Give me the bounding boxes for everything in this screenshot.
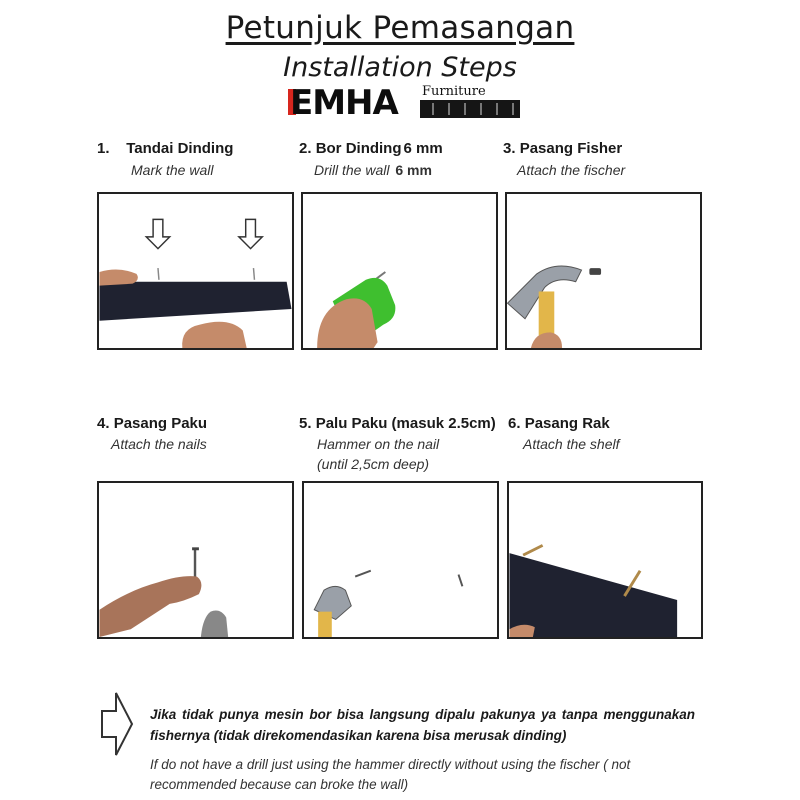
- step-6-title: 6. Pasang Rak: [508, 415, 610, 432]
- nail: [458, 575, 462, 587]
- hand: [317, 298, 377, 348]
- shelf-illustration: [509, 483, 701, 637]
- step-4-panel: [97, 481, 294, 639]
- step-2-title-note: 6 mm: [403, 140, 443, 157]
- hand: [182, 322, 247, 348]
- down-arrow-icon: [146, 219, 169, 248]
- page-title: Petunjuk Pemasangan: [225, 10, 575, 46]
- step-6-panel: [507, 481, 703, 639]
- note-english: If do not have a drill just using the hammer directly without using the fischer ( not recommended because can broke the wall): [150, 757, 631, 792]
- step-3-title: 3. Pasang Fisher: [503, 140, 623, 157]
- step-1-title: 1. Tandai Dinding: [97, 140, 234, 157]
- hammer-illustration: [304, 483, 497, 637]
- step-3-panel: [505, 192, 702, 350]
- step-2-panel: [301, 192, 498, 350]
- note-indonesian: Jika tidak punya mesin bor bisa langsung dipalu pakunya ya tanpa menggunakan fishernya (tidak direkomendasikan karena bisa merusak dinding): [150, 707, 695, 743]
- step-6-subtitle: Attach the shelf: [523, 436, 620, 452]
- nail-illustration: [99, 483, 292, 637]
- shelf-board: [509, 553, 677, 637]
- down-arrow-icon: [239, 219, 262, 248]
- nail: [523, 545, 542, 555]
- step-1-panel: [97, 192, 294, 350]
- step-5-subtitle: Hammer on the nail: [317, 436, 440, 452]
- page-subtitle: Installation Steps: [283, 52, 517, 83]
- right-arrow-icon: [100, 689, 134, 759]
- hand: [99, 269, 137, 285]
- fischer-plug: [589, 268, 601, 275]
- step-5-subtitle-2: (until 2,5cm deep): [317, 456, 430, 472]
- step-3-subtitle: Attach the fischer: [517, 162, 626, 178]
- fischer-illustration: [507, 194, 700, 348]
- step-4-subtitle: Attach the nails: [111, 436, 207, 452]
- drill-illustration: [303, 194, 496, 348]
- nail: [355, 571, 371, 577]
- step-5-panel: [302, 481, 499, 639]
- step-5-title: 5. Palu Paku (masuk 2.5cm): [299, 415, 496, 432]
- logo-brand-sub: Furniture: [422, 84, 486, 99]
- mark-wall-illustration: [99, 194, 292, 348]
- shelf-board: [99, 282, 291, 321]
- brand-logo: [290, 85, 522, 121]
- hammer-handle: [318, 612, 332, 637]
- logo-brand-name: EMHA: [290, 83, 398, 123]
- step-2-subtitle-note: 6 mm: [395, 162, 432, 178]
- step-2-subtitle: Drill the wall 6 mm: [314, 162, 432, 178]
- hammer-head: [201, 611, 228, 637]
- step-1-subtitle: Mark the wall: [131, 162, 214, 178]
- step-2-title: 2. Bor Dinding 6 mm: [299, 140, 443, 157]
- hand: [99, 576, 201, 637]
- logo-bar: [420, 100, 520, 118]
- step-4-title: 4. Pasang Paku: [97, 415, 208, 432]
